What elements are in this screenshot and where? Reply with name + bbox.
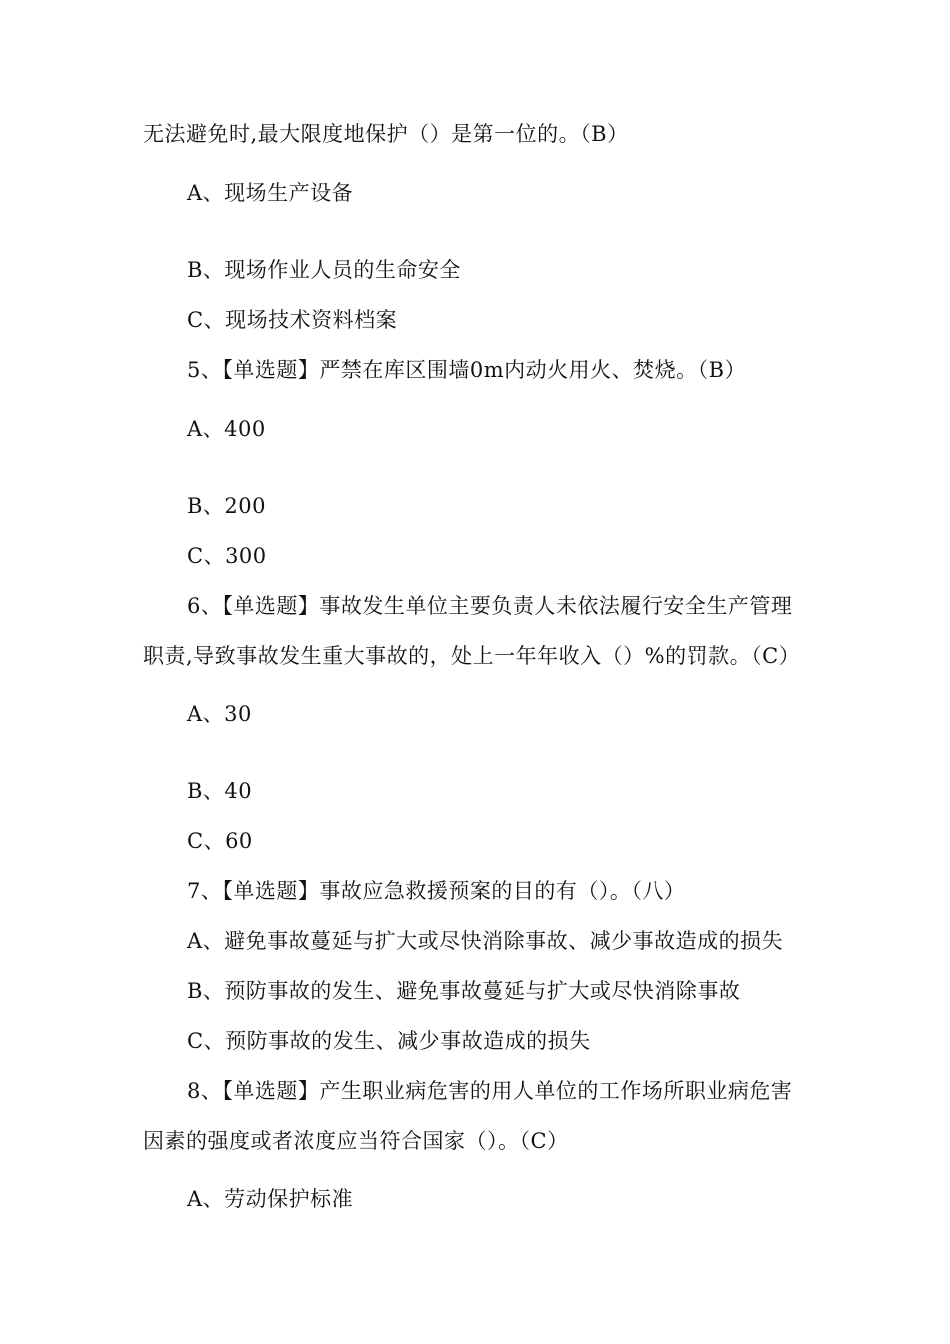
option-c: C、60 xyxy=(187,829,253,853)
question-7: 7、【单选题】事故应急救援预案的目的有（）。（八） xyxy=(187,879,686,903)
option-c: C、现场技术资料档案 xyxy=(187,308,398,332)
option-a: A、400 xyxy=(187,417,266,441)
option-b: B、现场作业人员的生命安全 xyxy=(187,258,461,282)
option-a: A、避免事故蔓延与扩大或尽快消除事故、减少事故造成的损失 xyxy=(187,929,784,953)
option-b: B、40 xyxy=(187,779,253,803)
option-c: C、300 xyxy=(187,544,267,568)
question-5: 5、【单选题】严禁在库区围墙0m内动火用火、焚烧。（B） xyxy=(187,358,747,382)
question-6-continuation: 职责,导致事故发生重大事故的，处上一年年收入（）%的罚款。（C） xyxy=(143,644,801,668)
option-a: A、劳动保护标准 xyxy=(187,1187,354,1211)
question-8-continuation: 因素的强度或者浓度应当符合国家（）。（C） xyxy=(143,1129,569,1153)
question-8: 8、【单选题】产生职业病危害的用人单位的工作场所职业病危害 xyxy=(187,1079,793,1103)
option-a: A、现场生产设备 xyxy=(187,181,354,205)
question-continuation-line: 无法避免时,最大限度地保护（）是第一位的。（B） xyxy=(143,122,629,146)
question-6: 6、【单选题】事故发生单位主要负责人未依法履行安全生产管理 xyxy=(187,594,793,618)
option-c: C、预防事故的发生、减少事故造成的损失 xyxy=(187,1029,591,1053)
option-b: B、200 xyxy=(187,494,267,518)
option-b: B、预防事故的发生、避免事故蔓延与扩大或尽快消除事故 xyxy=(187,979,741,1003)
option-a: A、30 xyxy=(187,702,252,726)
